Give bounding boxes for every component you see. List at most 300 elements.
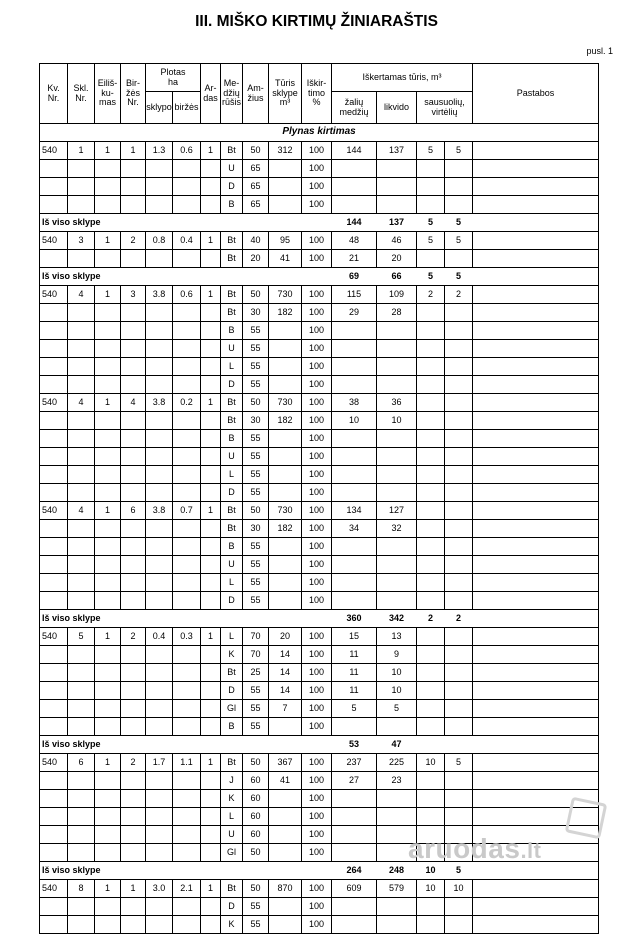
table-cell	[201, 340, 221, 358]
table-cell: 10	[445, 880, 473, 898]
table-cell: 15	[332, 628, 377, 646]
table-cell	[377, 574, 417, 592]
table-cell	[473, 466, 599, 484]
table-cell: Gl	[221, 700, 243, 718]
table-cell: 60	[243, 790, 269, 808]
table-cell: L	[221, 466, 243, 484]
table-cell: 6	[68, 754, 95, 772]
table-cell	[95, 160, 121, 178]
table-cell: 100	[302, 394, 332, 412]
table-cell	[146, 718, 173, 736]
table-cell	[173, 826, 201, 844]
table-cell: 50	[243, 754, 269, 772]
table-cell	[95, 772, 121, 790]
table-cell	[121, 178, 146, 196]
table-cell	[417, 646, 445, 664]
table-cell	[173, 340, 201, 358]
table-cell	[332, 178, 377, 196]
table-cell	[121, 340, 146, 358]
table-cell	[473, 520, 599, 538]
table-cell: Bt	[221, 304, 243, 322]
table-row	[40, 448, 599, 466]
table-cell	[121, 772, 146, 790]
table-cell: 55	[243, 538, 269, 556]
watermark: aruodas.lt	[408, 833, 542, 864]
table-cell	[68, 592, 95, 610]
table-cell	[68, 340, 95, 358]
table-cell	[445, 898, 473, 916]
table-cell	[473, 556, 599, 574]
table-cell	[201, 646, 221, 664]
table-cell: 100	[302, 754, 332, 772]
subtotal-value: 10	[417, 862, 445, 880]
table-cell	[417, 160, 445, 178]
table-cell: 5	[445, 754, 473, 772]
table-cell	[417, 898, 445, 916]
table-cell: 36	[377, 394, 417, 412]
table-cell: 115	[332, 286, 377, 304]
table-cell: 40	[243, 232, 269, 250]
table-row	[40, 340, 599, 358]
table-cell: 50	[243, 502, 269, 520]
table-cell: U	[221, 826, 243, 844]
table-cell	[95, 844, 121, 862]
subtotal-notes	[473, 268, 599, 286]
table-cell	[445, 304, 473, 322]
table-cell	[473, 574, 599, 592]
table-cell: 100	[302, 520, 332, 538]
table-cell	[445, 448, 473, 466]
table-row	[40, 466, 599, 484]
table-cell	[95, 304, 121, 322]
table-cell	[377, 430, 417, 448]
table-cell	[40, 178, 68, 196]
table-cell	[269, 448, 302, 466]
table-cell	[377, 538, 417, 556]
table-cell: 0.7	[173, 502, 201, 520]
table-cell: K	[221, 646, 243, 664]
table-cell: 30	[243, 520, 269, 538]
table-cell	[269, 160, 302, 178]
table-cell	[40, 844, 68, 862]
header-kv-nr: Kv. Nr.	[40, 64, 68, 124]
table-row	[40, 196, 599, 214]
table-cell	[473, 178, 599, 196]
table-cell	[445, 322, 473, 340]
table-cell	[473, 250, 599, 268]
table-cell: 100	[302, 376, 332, 394]
table-cell	[332, 592, 377, 610]
table-cell	[473, 592, 599, 610]
table-cell	[121, 358, 146, 376]
table-cell	[95, 574, 121, 592]
table-cell: 23	[377, 772, 417, 790]
table-cell: 1	[95, 286, 121, 304]
table-cell	[377, 718, 417, 736]
table-cell	[473, 394, 599, 412]
table-cell	[173, 844, 201, 862]
table-cell	[146, 808, 173, 826]
table-cell: 2.1	[173, 880, 201, 898]
subtotal-value: 5	[417, 268, 445, 286]
table-row	[40, 142, 599, 160]
table-cell	[40, 358, 68, 376]
table-cell	[68, 178, 95, 196]
table-cell: B	[221, 196, 243, 214]
table-cell: 7	[269, 700, 302, 718]
table-cell	[417, 466, 445, 484]
table-cell	[95, 412, 121, 430]
table-cell	[146, 304, 173, 322]
table-cell	[95, 340, 121, 358]
table-cell	[40, 520, 68, 538]
table-cell: D	[221, 484, 243, 502]
header-skl-nr: Skl. Nr.	[68, 64, 95, 124]
table-cell: 55	[243, 466, 269, 484]
table-cell	[68, 322, 95, 340]
table-cell: Bt	[221, 142, 243, 160]
header-turis-sklype: Tūris sklype m³	[269, 64, 302, 124]
table-cell	[173, 520, 201, 538]
table-cell: 20	[269, 628, 302, 646]
table-cell: 60	[243, 808, 269, 826]
table-cell: 0.6	[173, 142, 201, 160]
header-sausuoliu-virteliu: sausuolių, virtėlių	[417, 92, 473, 124]
table-cell	[332, 574, 377, 592]
table-cell	[473, 160, 599, 178]
table-cell	[68, 250, 95, 268]
table-cell	[68, 430, 95, 448]
table-cell	[173, 484, 201, 502]
table-cell	[377, 358, 417, 376]
table-cell	[146, 484, 173, 502]
subtotal-value	[417, 736, 445, 754]
table-cell	[146, 178, 173, 196]
table-cell	[473, 304, 599, 322]
table-cell	[269, 574, 302, 592]
table-cell: 6	[121, 502, 146, 520]
subtotal-label: Iš viso sklype	[40, 610, 146, 628]
table-cell	[445, 178, 473, 196]
table-cell	[377, 916, 417, 934]
table-cell	[332, 808, 377, 826]
table-cell	[173, 898, 201, 916]
table-cell	[417, 484, 445, 502]
table-cell	[201, 376, 221, 394]
table-cell	[68, 448, 95, 466]
table-cell	[417, 574, 445, 592]
header-medziu-rusis: Me- džių rūšis	[221, 64, 243, 124]
table-cell	[445, 664, 473, 682]
table-cell	[40, 682, 68, 700]
subtotal-value: 69	[332, 268, 377, 286]
table-cell	[332, 484, 377, 502]
table-cell	[173, 376, 201, 394]
table-cell: 34	[332, 520, 377, 538]
table-cell: 2	[417, 286, 445, 304]
subtotal-value	[445, 736, 473, 754]
table-cell: 5	[445, 232, 473, 250]
table-cell	[68, 682, 95, 700]
table-cell	[95, 484, 121, 502]
table-cell	[417, 700, 445, 718]
table-cell	[473, 664, 599, 682]
table-cell: 0.8	[146, 232, 173, 250]
table-row	[40, 880, 599, 898]
table-cell	[473, 898, 599, 916]
table-cell	[201, 430, 221, 448]
table-cell	[201, 808, 221, 826]
table-cell: 0.3	[173, 628, 201, 646]
table-cell: 540	[40, 394, 68, 412]
table-cell: 2	[445, 286, 473, 304]
table-cell: 65	[243, 178, 269, 196]
table-cell	[68, 196, 95, 214]
table-cell: 1	[201, 394, 221, 412]
table-cell	[332, 340, 377, 358]
table-cell	[40, 304, 68, 322]
table-cell	[173, 646, 201, 664]
table-cell: 100	[302, 466, 332, 484]
table-cell: 540	[40, 232, 68, 250]
table-cell	[377, 376, 417, 394]
table-cell	[95, 178, 121, 196]
table-cell	[473, 502, 599, 520]
table-cell	[417, 340, 445, 358]
table-cell	[95, 592, 121, 610]
table-cell	[201, 358, 221, 376]
table-cell	[201, 484, 221, 502]
table-cell	[269, 826, 302, 844]
header-iskirtimo-proc: Iškir- timo %	[302, 64, 332, 124]
subtotal-value: 144	[332, 214, 377, 232]
table-cell: 50	[243, 286, 269, 304]
table-row	[40, 394, 599, 412]
table-cell: Bt	[221, 394, 243, 412]
table-cell	[68, 898, 95, 916]
table-cell: 5	[445, 142, 473, 160]
table-cell	[121, 556, 146, 574]
table-cell	[201, 898, 221, 916]
table-cell	[332, 322, 377, 340]
table-cell: 127	[377, 502, 417, 520]
table-cell	[95, 538, 121, 556]
table-cell: 4	[68, 286, 95, 304]
table-cell: 100	[302, 574, 332, 592]
table-row	[40, 178, 599, 196]
table-cell	[68, 466, 95, 484]
table-cell: 100	[302, 718, 332, 736]
table-cell: 55	[243, 484, 269, 502]
table-cell	[417, 628, 445, 646]
table-row	[40, 412, 599, 430]
table-cell	[417, 412, 445, 430]
table-cell	[445, 520, 473, 538]
table-cell: 2	[121, 232, 146, 250]
table-cell: 3	[68, 232, 95, 250]
table-cell	[473, 322, 599, 340]
table-row	[40, 430, 599, 448]
table-cell	[201, 160, 221, 178]
table-cell: 11	[332, 664, 377, 682]
table-cell	[40, 790, 68, 808]
table-cell	[201, 772, 221, 790]
table-cell	[40, 826, 68, 844]
table-cell	[269, 340, 302, 358]
table-cell	[201, 844, 221, 862]
table-cell	[121, 592, 146, 610]
table-cell	[269, 916, 302, 934]
table-row	[40, 718, 599, 736]
header-iskertamas-turis: Iškertamas tūris, m³	[332, 64, 473, 92]
table-cell	[121, 898, 146, 916]
table-cell: 60	[243, 826, 269, 844]
table-cell: 4	[121, 394, 146, 412]
table-cell	[269, 484, 302, 502]
table-cell	[473, 646, 599, 664]
table-cell: 10	[377, 682, 417, 700]
table-cell: 1	[95, 232, 121, 250]
table-cell	[445, 538, 473, 556]
table-cell	[269, 808, 302, 826]
table-cell	[445, 808, 473, 826]
table-cell: 1	[201, 502, 221, 520]
table-cell	[473, 358, 599, 376]
table-cell: U	[221, 448, 243, 466]
table-cell: 10	[377, 412, 417, 430]
table-cell: 100	[302, 160, 332, 178]
table-cell: 100	[302, 232, 332, 250]
table-cell	[146, 574, 173, 592]
table-cell	[332, 790, 377, 808]
table-cell: 100	[302, 682, 332, 700]
table-cell	[417, 448, 445, 466]
table-row	[40, 898, 599, 916]
subtotal-notes	[473, 610, 599, 628]
table-cell: 55	[243, 718, 269, 736]
table-cell: 55	[243, 592, 269, 610]
subtotal-spacer	[146, 268, 332, 286]
table-cell	[173, 412, 201, 430]
table-cell	[68, 556, 95, 574]
table-cell	[201, 538, 221, 556]
table-cell	[40, 718, 68, 736]
table-cell	[473, 628, 599, 646]
table-cell: 540	[40, 754, 68, 772]
table-cell	[417, 664, 445, 682]
table-cell	[473, 916, 599, 934]
table-cell	[121, 664, 146, 682]
table-cell	[377, 898, 417, 916]
table-cell	[173, 700, 201, 718]
table-cell: 11	[332, 646, 377, 664]
table-cell: D	[221, 592, 243, 610]
table-row	[40, 628, 599, 646]
table-cell	[146, 916, 173, 934]
table-cell	[269, 556, 302, 574]
table-cell: 41	[269, 250, 302, 268]
table-cell: Bt	[221, 412, 243, 430]
table-cell	[121, 808, 146, 826]
table-cell: 100	[302, 790, 332, 808]
header-amzius: Am- žius	[243, 64, 269, 124]
table-cell	[417, 538, 445, 556]
table-cell	[332, 160, 377, 178]
table-cell	[121, 790, 146, 808]
table-cell	[95, 826, 121, 844]
table-cell: 1	[95, 394, 121, 412]
table-cell	[146, 322, 173, 340]
table-cell	[146, 412, 173, 430]
table-cell	[146, 592, 173, 610]
table-cell: 609	[332, 880, 377, 898]
table-cell	[68, 718, 95, 736]
header-birzes: biržės	[173, 92, 201, 124]
table-cell	[40, 808, 68, 826]
table-cell	[473, 286, 599, 304]
table-cell: 5	[417, 142, 445, 160]
table-cell: B	[221, 718, 243, 736]
subtotal-spacer	[146, 610, 332, 628]
table-cell: 100	[302, 340, 332, 358]
table-cell	[40, 592, 68, 610]
table-cell	[473, 538, 599, 556]
table-cell	[68, 412, 95, 430]
page-number: pusl. 1	[586, 46, 613, 56]
table-cell	[269, 376, 302, 394]
table-cell	[417, 502, 445, 520]
table-cell	[40, 376, 68, 394]
table-cell: 1.3	[146, 142, 173, 160]
table-cell: 100	[302, 538, 332, 556]
table-cell: 38	[332, 394, 377, 412]
table-cell: 10	[417, 880, 445, 898]
table-cell	[473, 754, 599, 772]
table-cell: 55	[243, 916, 269, 934]
table-cell	[68, 538, 95, 556]
table-cell: 41	[269, 772, 302, 790]
table-cell	[40, 160, 68, 178]
subtotal-value: 360	[332, 610, 377, 628]
table-cell	[445, 772, 473, 790]
table-cell	[40, 700, 68, 718]
table-cell: 100	[302, 916, 332, 934]
table-cell	[121, 304, 146, 322]
table-cell	[146, 844, 173, 862]
table-cell	[332, 466, 377, 484]
table-cell: 55	[243, 898, 269, 916]
table-cell	[417, 430, 445, 448]
subtotal-value: 264	[332, 862, 377, 880]
table-row	[40, 772, 599, 790]
table-cell	[445, 916, 473, 934]
table-cell	[95, 808, 121, 826]
table-cell	[473, 484, 599, 502]
table-cell	[68, 808, 95, 826]
table-cell: 48	[332, 232, 377, 250]
table-cell: 1	[95, 142, 121, 160]
table-cell: B	[221, 538, 243, 556]
table-cell	[40, 574, 68, 592]
table-cell: 14	[269, 646, 302, 664]
table-row	[40, 556, 599, 574]
table-cell	[445, 160, 473, 178]
table-cell: 21	[332, 250, 377, 268]
table-cell	[473, 412, 599, 430]
table-cell: 50	[243, 142, 269, 160]
subtotal-value: 5	[445, 268, 473, 286]
table-cell	[445, 682, 473, 700]
